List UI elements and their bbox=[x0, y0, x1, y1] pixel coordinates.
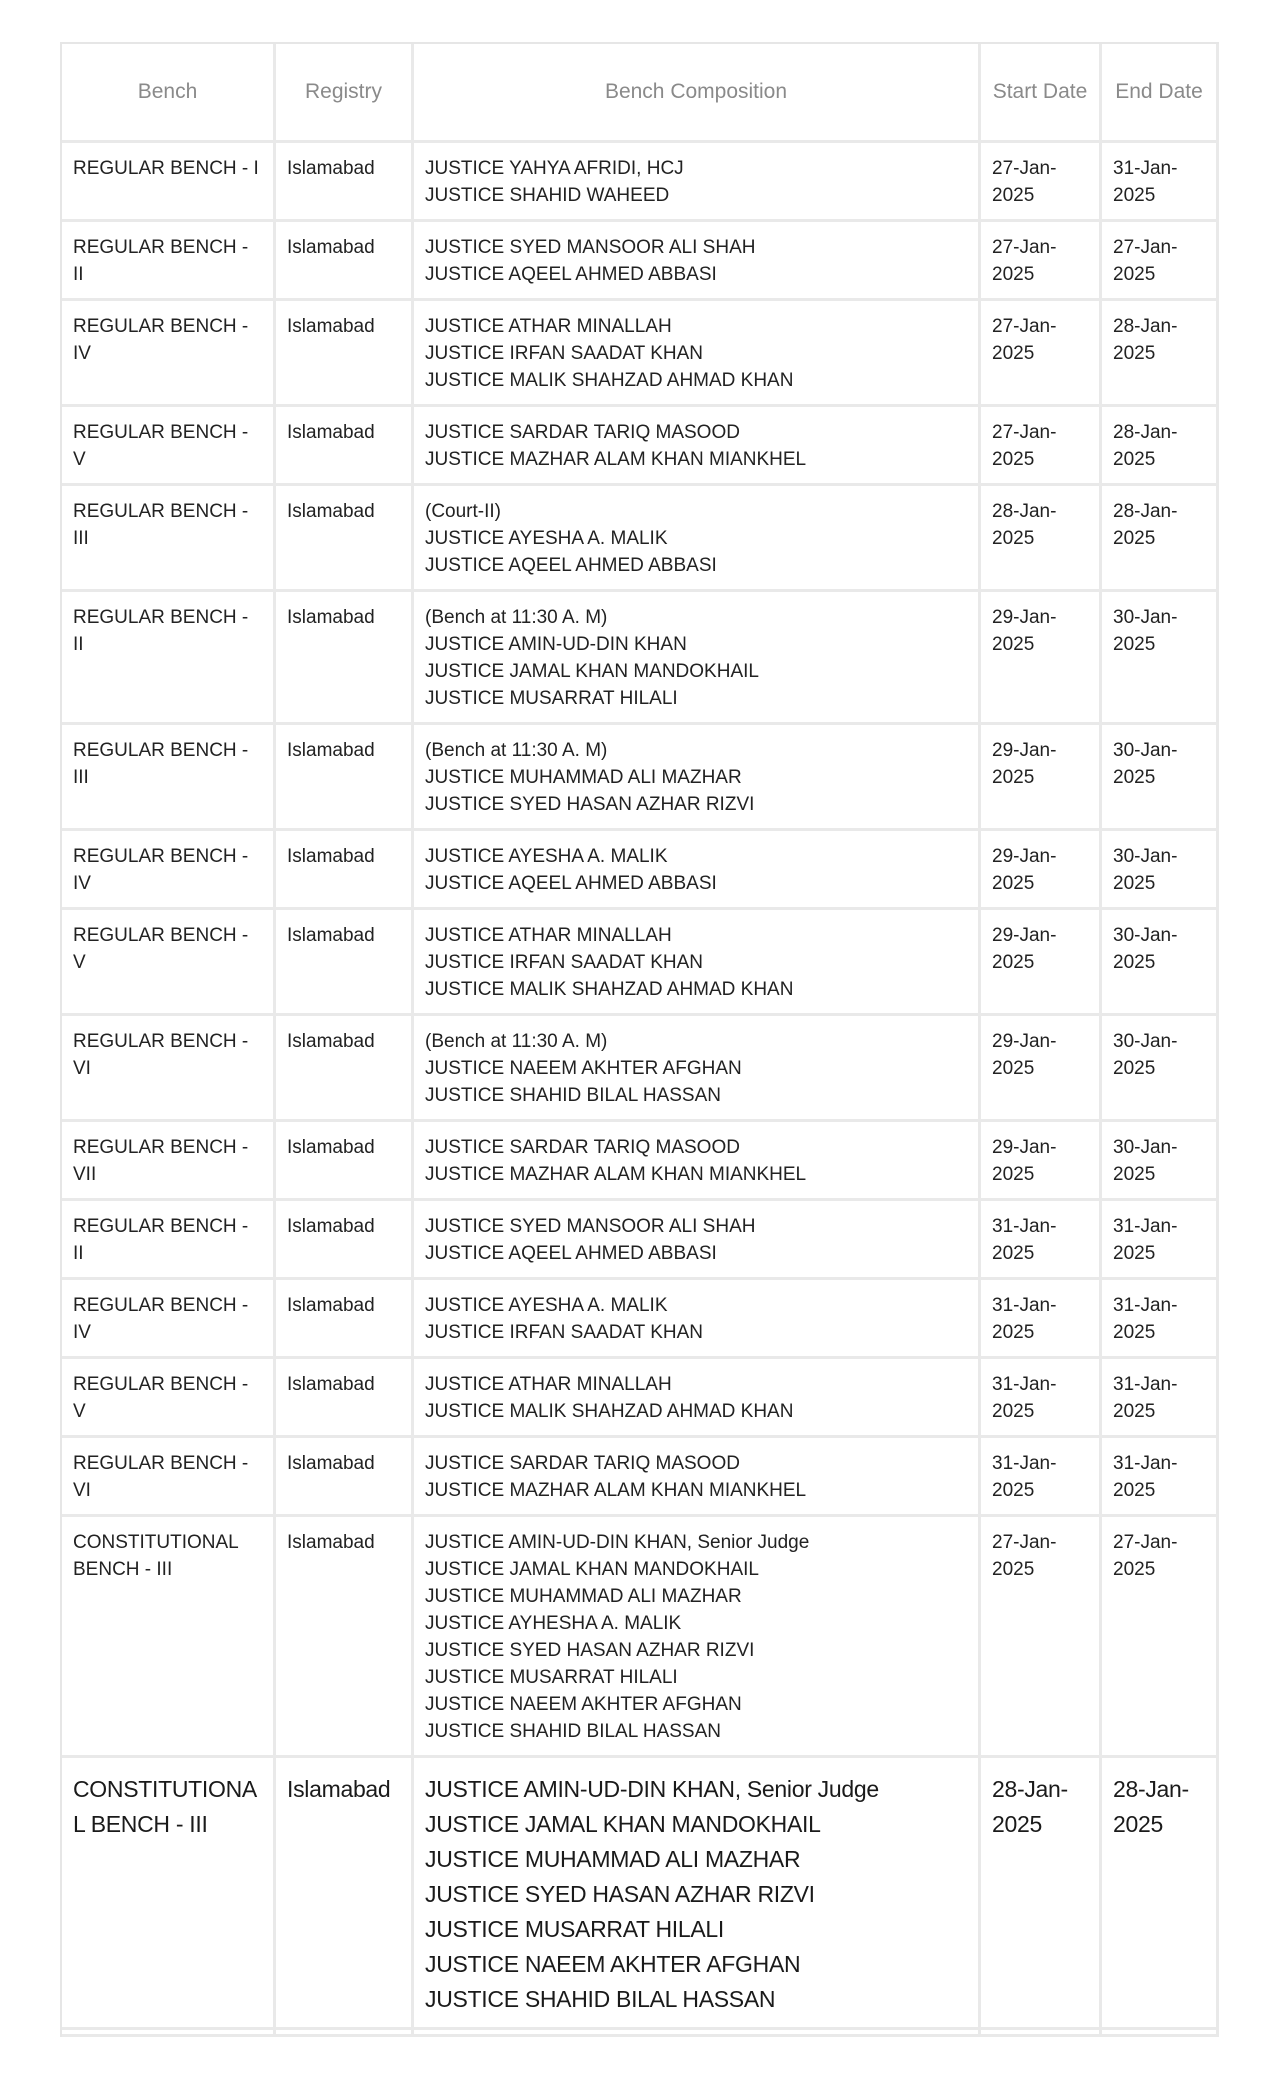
table-header-row bbox=[62, 44, 1219, 143]
composition-cell bbox=[414, 1280, 981, 1359]
justice-name: JUSTICE AQEEL AHMED ABBASI bbox=[425, 264, 717, 285]
end-date-cell: 30-Jan-2025 bbox=[1102, 831, 1219, 910]
justice-name: JUSTICE IRFAN SAADAT KHAN bbox=[425, 343, 704, 364]
composition-cell bbox=[414, 486, 981, 592]
justice-name: JUSTICE MUHAMMAD ALI MAZHAR bbox=[425, 1846, 801, 1872]
header-start-date: Start Date bbox=[981, 44, 1102, 143]
start-date-cell: 31-Jan-2025 bbox=[981, 1201, 1102, 1280]
start-date-cell: 27-Jan-2025 bbox=[981, 1517, 1102, 1758]
start-date-cell: 31-Jan-2025 bbox=[981, 1359, 1102, 1438]
justice-name: JUSTICE AYHESHA A. MALIK bbox=[425, 1613, 682, 1634]
justice-name: JUSTICE SYED HASAN AZHAR RIZVI bbox=[425, 794, 755, 815]
bench-cell: REGULAR BENCH - VI bbox=[62, 1016, 276, 1122]
table-row bbox=[62, 725, 1219, 831]
bench-cell: REGULAR BENCH - III bbox=[62, 486, 276, 592]
header-end-date: End Date bbox=[1102, 44, 1219, 143]
composition-cell bbox=[414, 222, 981, 301]
registry-cell: Islamabad bbox=[276, 1359, 414, 1438]
composition-cell bbox=[414, 143, 981, 222]
justice-name: JUSTICE ATHAR MINALLAH bbox=[425, 925, 672, 946]
end-date-cell: 31-Jan-2025 bbox=[1102, 1201, 1219, 1280]
header-bench-composition: Bench Composition bbox=[414, 44, 981, 143]
justice-name: JUSTICE AQEEL AHMED ABBASI bbox=[425, 555, 717, 576]
composition-cell bbox=[414, 1016, 981, 1122]
table-tail-row bbox=[62, 2030, 1219, 2037]
justice-name: JUSTICE ATHAR MINALLAH bbox=[425, 1374, 672, 1395]
justice-name: JUSTICE NAEEM AKHTER AFGHAN bbox=[425, 1951, 801, 1977]
start-date-cell: 27-Jan-2025 bbox=[981, 407, 1102, 486]
bench-cell: REGULAR BENCH - V bbox=[62, 1359, 276, 1438]
start-date-cell bbox=[981, 2030, 1102, 2037]
start-date-cell: 29-Jan-2025 bbox=[981, 592, 1102, 725]
end-date-cell: 30-Jan-2025 bbox=[1102, 1016, 1219, 1122]
justice-name: JUSTICE MUSARRAT HILALI bbox=[425, 688, 678, 709]
registry-cell: Islamabad bbox=[276, 910, 414, 1016]
bench-cell: REGULAR BENCH - II bbox=[62, 1201, 276, 1280]
justice-name: JUSTICE IRFAN SAADAT KHAN bbox=[425, 952, 704, 973]
composition-cell bbox=[414, 1201, 981, 1280]
start-date-cell: 31-Jan-2025 bbox=[981, 1280, 1102, 1359]
justice-name: JUSTICE MAZHAR ALAM KHAN MIANKHEL bbox=[425, 449, 807, 470]
start-date-cell: 29-Jan-2025 bbox=[981, 725, 1102, 831]
registry-cell: Islamabad bbox=[276, 222, 414, 301]
composition-cell bbox=[414, 831, 981, 910]
start-date-cell: 27-Jan-2025 bbox=[981, 301, 1102, 407]
bench-cell: CONSTITUTIONAL BENCH - III bbox=[62, 1517, 276, 1758]
table-row bbox=[62, 1201, 1219, 1280]
justice-name: JUSTICE MALIK SHAHZAD AHMAD KHAN bbox=[425, 1401, 794, 1422]
justice-name: JUSTICE YAHYA AFRIDI, HCJ bbox=[425, 158, 684, 179]
justice-name: JUSTICE AYESHA A. MALIK bbox=[425, 528, 668, 549]
header-registry: Registry bbox=[276, 44, 414, 143]
start-date-cell: 29-Jan-2025 bbox=[981, 910, 1102, 1016]
justice-name: JUSTICE MALIK SHAHZAD AHMAD KHAN bbox=[425, 979, 794, 1000]
registry-cell: Islamabad bbox=[276, 301, 414, 407]
bench-cell: REGULAR BENCH - IV bbox=[62, 1280, 276, 1359]
justice-name: JUSTICE JAMAL KHAN MANDOKHAIL bbox=[425, 661, 759, 682]
start-date-cell: 29-Jan-2025 bbox=[981, 831, 1102, 910]
table-row bbox=[62, 1438, 1219, 1517]
justice-name: JUSTICE NAEEM AKHTER AFGHAN bbox=[425, 1058, 742, 1079]
table-row bbox=[62, 486, 1219, 592]
bench-cell: REGULAR BENCH - V bbox=[62, 910, 276, 1016]
justice-name: JUSTICE SHAHID BILAL HASSAN bbox=[425, 1721, 721, 1742]
end-date-cell: 31-Jan-2025 bbox=[1102, 1438, 1219, 1517]
justice-name: JUSTICE AMIN-UD-DIN KHAN bbox=[425, 634, 687, 655]
justice-name: (Bench at 11:30 A. M) bbox=[425, 1031, 608, 1052]
justice-name: JUSTICE IRFAN SAADAT KHAN bbox=[425, 1322, 704, 1343]
registry-cell bbox=[276, 2030, 414, 2037]
bench-roster-table bbox=[60, 42, 1219, 2037]
table-row bbox=[62, 301, 1219, 407]
end-date-cell: 28-Jan-2025 bbox=[1102, 407, 1219, 486]
justice-name: (Bench at 11:30 A. M) bbox=[425, 607, 608, 628]
justice-name: JUSTICE MUHAMMAD ALI MAZHAR bbox=[425, 1586, 742, 1607]
justice-name: JUSTICE SYED MANSOOR ALI SHAH bbox=[425, 1216, 756, 1237]
end-date-cell: 31-Jan-2025 bbox=[1102, 1280, 1219, 1359]
composition-cell bbox=[414, 2030, 981, 2037]
composition-cell bbox=[414, 592, 981, 725]
registry-cell: Islamabad bbox=[276, 1758, 414, 2030]
justice-name: JUSTICE SARDAR TARIQ MASOOD bbox=[425, 1453, 740, 1474]
justice-name: JUSTICE SYED HASAN AZHAR RIZVI bbox=[425, 1881, 815, 1907]
bench-cell: REGULAR BENCH - III bbox=[62, 725, 276, 831]
registry-cell: Islamabad bbox=[276, 831, 414, 910]
registry-cell: Islamabad bbox=[276, 725, 414, 831]
bench-cell: REGULAR BENCH - I bbox=[62, 143, 276, 222]
composition-cell bbox=[414, 1438, 981, 1517]
bench-cell: REGULAR BENCH - VI bbox=[62, 1438, 276, 1517]
registry-cell: Islamabad bbox=[276, 592, 414, 725]
bench-cell: REGULAR BENCH - IV bbox=[62, 831, 276, 910]
justice-name: JUSTICE MAZHAR ALAM KHAN MIANKHEL bbox=[425, 1480, 807, 1501]
registry-cell: Islamabad bbox=[276, 1438, 414, 1517]
table-row bbox=[62, 1280, 1219, 1359]
justice-name: JUSTICE SHAHID BILAL HASSAN bbox=[425, 1085, 721, 1106]
end-date-cell: 27-Jan-2025 bbox=[1102, 222, 1219, 301]
justice-name: JUSTICE SARDAR TARIQ MASOOD bbox=[425, 1137, 740, 1158]
roster-page bbox=[60, 42, 1217, 2037]
bench-cell: CONSTITUTIONAL BENCH - III bbox=[62, 1758, 276, 2030]
composition-cell bbox=[414, 407, 981, 486]
registry-cell: Islamabad bbox=[276, 1201, 414, 1280]
bench-cell: REGULAR BENCH - II bbox=[62, 222, 276, 301]
justice-name: JUSTICE NAEEM AKHTER AFGHAN bbox=[425, 1694, 742, 1715]
end-date-cell: 30-Jan-2025 bbox=[1102, 725, 1219, 831]
end-date-cell: 30-Jan-2025 bbox=[1102, 1122, 1219, 1201]
justice-name: JUSTICE MUSARRAT HILALI bbox=[425, 1916, 724, 1942]
start-date-cell: 27-Jan-2025 bbox=[981, 222, 1102, 301]
justice-name: JUSTICE SHAHID BILAL HASSAN bbox=[425, 1986, 776, 2012]
justice-name: JUSTICE SYED MANSOOR ALI SHAH bbox=[425, 237, 756, 258]
justice-name: JUSTICE MUHAMMAD ALI MAZHAR bbox=[425, 767, 742, 788]
bench-cell: REGULAR BENCH - V bbox=[62, 407, 276, 486]
bench-cell: REGULAR BENCH - II bbox=[62, 592, 276, 725]
table-row bbox=[62, 1517, 1219, 1758]
composition-cell bbox=[414, 301, 981, 407]
table-row bbox=[62, 1122, 1219, 1201]
end-date-cell: 30-Jan-2025 bbox=[1102, 910, 1219, 1016]
table-row bbox=[62, 592, 1219, 725]
justice-name: JUSTICE MALIK SHAHZAD AHMAD KHAN bbox=[425, 370, 794, 391]
composition-cell bbox=[414, 910, 981, 1016]
start-date-cell: 29-Jan-2025 bbox=[981, 1122, 1102, 1201]
registry-cell: Islamabad bbox=[276, 1016, 414, 1122]
justice-name: JUSTICE SARDAR TARIQ MASOOD bbox=[425, 422, 740, 443]
justice-name: JUSTICE MAZHAR ALAM KHAN MIANKHEL bbox=[425, 1164, 807, 1185]
registry-cell: Islamabad bbox=[276, 143, 414, 222]
table-body bbox=[62, 143, 1219, 2037]
table-row bbox=[62, 831, 1219, 910]
registry-cell: Islamabad bbox=[276, 486, 414, 592]
justice-name: (Bench at 11:30 A. M) bbox=[425, 740, 608, 761]
composition-cell bbox=[414, 1359, 981, 1438]
justice-name: JUSTICE SHAHID WAHEED bbox=[425, 185, 670, 206]
end-date-cell: 31-Jan-2025 bbox=[1102, 1359, 1219, 1438]
composition-cell bbox=[414, 1758, 981, 2030]
justice-name: JUSTICE ATHAR MINALLAH bbox=[425, 316, 672, 337]
start-date-cell: 28-Jan-2025 bbox=[981, 1758, 1102, 2030]
start-date-cell: 29-Jan-2025 bbox=[981, 1016, 1102, 1122]
justice-name: JUSTICE AQEEL AHMED ABBASI bbox=[425, 1243, 717, 1264]
end-date-cell: 28-Jan-2025 bbox=[1102, 486, 1219, 592]
bench-cell bbox=[62, 2030, 276, 2037]
end-date-cell: 31-Jan-2025 bbox=[1102, 143, 1219, 222]
bench-cell: REGULAR BENCH - VII bbox=[62, 1122, 276, 1201]
end-date-cell: 28-Jan-2025 bbox=[1102, 301, 1219, 407]
justice-name: JUSTICE AQEEL AHMED ABBASI bbox=[425, 873, 717, 894]
table-row bbox=[62, 143, 1219, 222]
composition-cell bbox=[414, 725, 981, 831]
end-date-cell: 28-Jan-2025 bbox=[1102, 1758, 1219, 2030]
table-row bbox=[62, 407, 1219, 486]
start-date-cell: 28-Jan-2025 bbox=[981, 486, 1102, 592]
header-bench: Bench bbox=[62, 44, 276, 143]
composition-cell bbox=[414, 1517, 981, 1758]
start-date-cell: 27-Jan-2025 bbox=[981, 143, 1102, 222]
table-row bbox=[62, 910, 1219, 1016]
justice-name: JUSTICE AMIN-UD-DIN KHAN, Senior Judge bbox=[425, 1776, 879, 1802]
registry-cell: Islamabad bbox=[276, 1280, 414, 1359]
justice-name: JUSTICE AYESHA A. MALIK bbox=[425, 1295, 668, 1316]
table-row bbox=[62, 222, 1219, 301]
justice-name: (Court-II) bbox=[425, 501, 501, 522]
justice-name: JUSTICE JAMAL KHAN MANDOKHAIL bbox=[425, 1559, 759, 1580]
justice-name: JUSTICE MUSARRAT HILALI bbox=[425, 1667, 678, 1688]
end-date-cell bbox=[1102, 2030, 1219, 2037]
justice-name: JUSTICE AYESHA A. MALIK bbox=[425, 846, 668, 867]
bench-cell: REGULAR BENCH - IV bbox=[62, 301, 276, 407]
table-row bbox=[62, 1016, 1219, 1122]
table-row bbox=[62, 1758, 1219, 2030]
justice-name: JUSTICE AMIN-UD-DIN KHAN, Senior Judge bbox=[425, 1532, 810, 1553]
end-date-cell: 30-Jan-2025 bbox=[1102, 592, 1219, 725]
justice-name: JUSTICE SYED HASAN AZHAR RIZVI bbox=[425, 1640, 755, 1661]
end-date-cell: 27-Jan-2025 bbox=[1102, 1517, 1219, 1758]
start-date-cell: 31-Jan-2025 bbox=[981, 1438, 1102, 1517]
registry-cell: Islamabad bbox=[276, 1122, 414, 1201]
registry-cell: Islamabad bbox=[276, 1517, 414, 1758]
registry-cell: Islamabad bbox=[276, 407, 414, 486]
composition-cell bbox=[414, 1122, 981, 1201]
justice-name: JUSTICE JAMAL KHAN MANDOKHAIL bbox=[425, 1811, 821, 1837]
table-row bbox=[62, 1359, 1219, 1438]
